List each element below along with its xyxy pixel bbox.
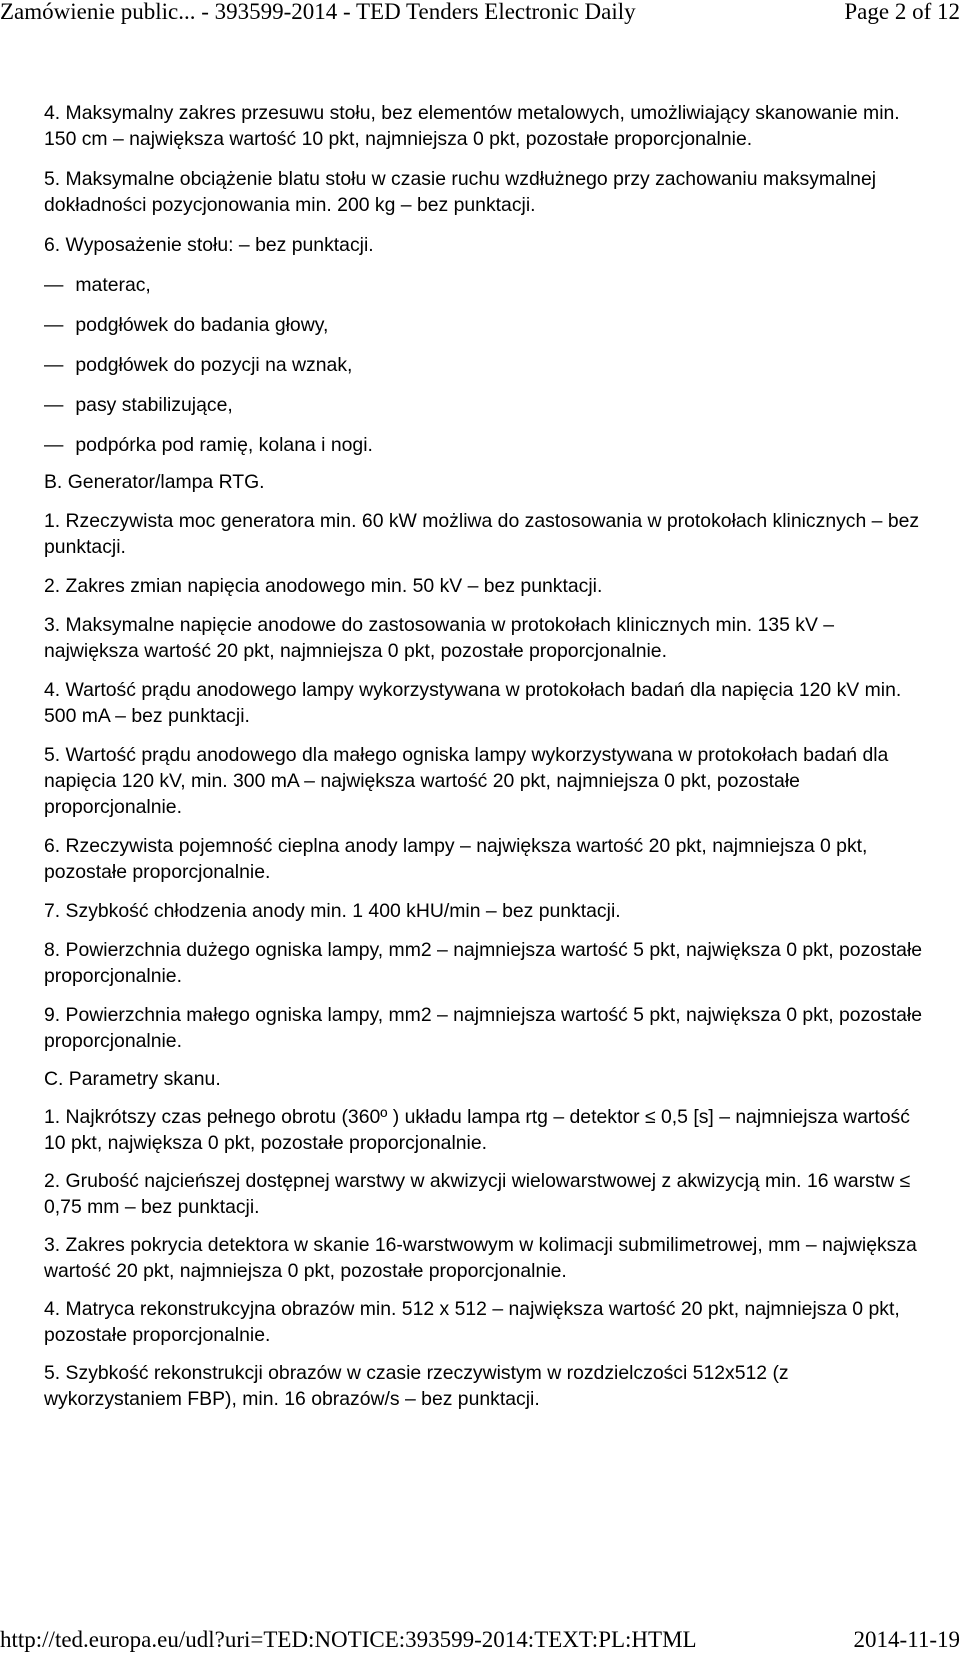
list-item bbox=[44, 432, 924, 458]
dash-marker: — bbox=[44, 274, 64, 296]
item-c5: 5. Szybkość rekonstrukcji obrazów w czasie rzeczywistym w rozdzielczości 512x512 (z wykorzystaniem FBP), min. 16 obrazów/s – bez punktacji. bbox=[44, 1362, 789, 1410]
item-b5: 5. Wartość prądu anodowego dla małego ogniska lampy wykorzystywana w protokołach badań dla napięcia 120 kV, min. 300 mA – największa wartość 20 pkt, najmniejsza 0 pkt, pozostałe proporcjonalnie. bbox=[44, 744, 889, 818]
item-b4: 4. Wartość prądu anodowego lampy wykorzystywana w protokołach badań dla napięcia 120 kV min. 500 mA – bez punktacji. bbox=[44, 679, 902, 727]
list-item-text: pasy stabilizujące, bbox=[75, 394, 233, 416]
item-b8: 8. Powierzchnia dużego ogniska lampy, mm2 – najmniejsza wartość 5 pkt, największa 0 pkt, pozostałe proporcjonalnie. bbox=[44, 939, 923, 987]
section-c-heading: C. Parametry skanu. bbox=[44, 1068, 221, 1090]
dash-marker: — bbox=[44, 314, 64, 336]
list-item-text: podgłówek do badania głowy, bbox=[75, 314, 329, 336]
item-b3: 3. Maksymalne napięcie anodowe do zastosowania w protokołach klinicznych min. 135 kV – największa wartość 20 pkt, najmniejsza 0 pkt, pozostałe proporcjonalnie. bbox=[44, 614, 835, 662]
section-b-heading: B. Generator/lampa RTG. bbox=[44, 471, 265, 493]
header-title: Zamówienie public... - 393599-2014 - TED Tenders Electronic Daily bbox=[0, 0, 636, 24]
dash-marker: — bbox=[44, 394, 64, 416]
item-b1: 1. Rzeczywista moc generatora min. 60 kW możliwa do zastosowania w protokołach klinicznych – bez punktacji. bbox=[44, 510, 920, 558]
footer-url: http://ted.europa.eu/udl?uri=TED:NOTICE:393599-2014:TEXT:PL:HTML bbox=[0, 1627, 697, 1652]
item-b7: 7. Szybkość chłodzenia anody min. 1 400 kHU/min – bez punktacji. bbox=[44, 900, 621, 922]
page-number: Page 2 of 12 bbox=[844, 0, 960, 24]
list-item bbox=[44, 352, 924, 378]
item-b2: 2. Zakres zmian napięcia anodowego min. 50 kV – bez punktacji. bbox=[44, 575, 603, 597]
list-item-text: podpórka pod ramię, kolana i nogi. bbox=[75, 434, 373, 456]
item-table-6: 6. Wyposażenie stołu: – bez punktacji. bbox=[44, 234, 374, 256]
list-item bbox=[44, 272, 924, 298]
dash-marker: — bbox=[44, 434, 64, 456]
dash-marker: — bbox=[44, 354, 64, 376]
item-c4: 4. Matryca rekonstrukcyjna obrazów min. 512 x 512 – największa wartość 20 pkt, najmniejsza 0 pkt, pozostałe proporcjonalnie. bbox=[44, 1298, 900, 1346]
document-body bbox=[44, 100, 924, 1412]
footer-date: 2014-11-19 bbox=[853, 1627, 960, 1652]
item-b9: 9. Powierzchnia małego ogniska lampy, mm2 – najmniejsza wartość 5 pkt, największa 0 pkt, pozostałe proporcjonalnie. bbox=[44, 1004, 923, 1052]
item-c1: 1. Najkrótszy czas pełnego obrotu (360º ) układu lampa rtg – detektor ≤ 0,5 [s] – najmniejsza wartość 10 pkt, największa 0 pkt, pozostałe proporcjonalnie. bbox=[44, 1106, 910, 1154]
list-item-text: materac, bbox=[75, 274, 151, 296]
item-b6: 6. Rzeczywista pojemność cieplna anody lampy – największa wartość 20 pkt, najmniejsza 0 pkt, pozostałe proporcjonalnie. bbox=[44, 835, 868, 883]
item-c3: 3. Zakres pokrycia detektora w skanie 16-warstwowym w kolimacji submilimetrowej, mm – największa wartość 20 pkt, najmniejsza 0 pkt, pozostałe proporcjonalnie. bbox=[44, 1234, 917, 1282]
list-item bbox=[44, 312, 924, 338]
item-table-5: 5. Maksymalne obciążenie blatu stołu w czasie ruchu wzdłużnego przy zachowaniu maksymalnej dokładności pozycjonowania min. 200 kg – bez punktacji. bbox=[44, 168, 877, 216]
item-table-4: 4. Maksymalny zakres przesuwu stołu, bez elementów metalowych, umożliwiający skanowanie min. 150 cm – największa wartość 10 pkt, najmniejsza 0 pkt, pozostałe proporcjonalnie. bbox=[44, 102, 900, 150]
list-item bbox=[44, 392, 924, 418]
list-item-text: podgłówek do pozycji na wznak, bbox=[75, 354, 353, 376]
item-c2: 2. Grubość najcieńszej dostępnej warstwy w akwizycji wielowarstwowej z akwizycją min. 16 warstw ≤ 0,75 mm – bez punktacji. bbox=[44, 1170, 911, 1218]
